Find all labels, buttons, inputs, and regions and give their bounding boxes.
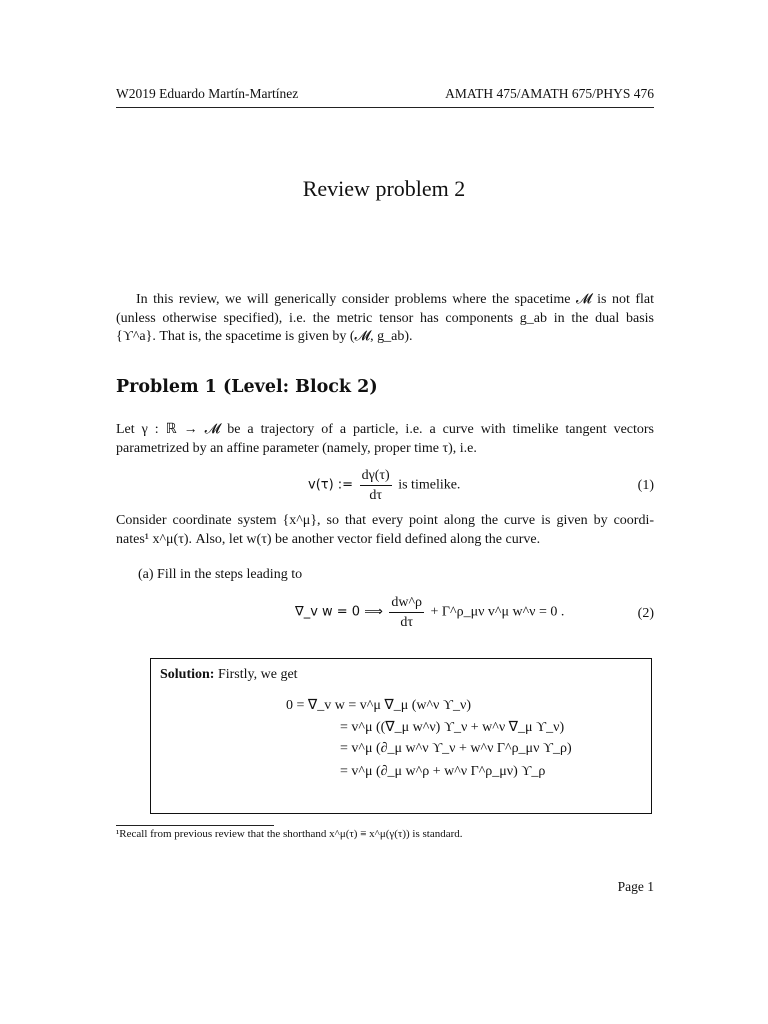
p2-line-2: nates¹ x^μ(τ). Also, let w(τ) be another vector field defined along the curve. bbox=[116, 531, 541, 547]
eq2-denominator: dτ bbox=[400, 615, 414, 630]
equation-2 bbox=[295, 595, 564, 630]
derivation-line-4: = v^μ (∂_μ w^ρ + w^ν Γ^ρ_μν) ϒ_ρ bbox=[340, 764, 546, 779]
eq1-lhs: v(τ) := bbox=[308, 477, 354, 493]
p1-line-1: Let γ : ℝ → 𝓜 be a trajectory of a particle, i.e. a curve with timelike tangent vectors bbox=[116, 422, 654, 437]
eq1-rhs: is timelike. bbox=[398, 477, 461, 493]
eq2-lhs: ∇_v w = 0 ⟹ bbox=[295, 604, 383, 620]
p1-line-2: parametrized by an affine parameter (namely, proper time τ), i.e. bbox=[116, 440, 477, 456]
part-a-text: (a) Fill in the steps leading to bbox=[138, 567, 303, 582]
eq1-fraction bbox=[360, 468, 392, 503]
equation-1 bbox=[308, 468, 460, 503]
solution-label: Solution: bbox=[160, 667, 215, 682]
derivation-line-1: 0 = ∇_v w = v^μ ∇_μ (w^ν ϒ_ν) bbox=[286, 698, 471, 713]
intro-paragraph bbox=[116, 291, 654, 347]
intro-line-1: In this review, we will generically consider problems where the spacetime 𝓜 is not flat bbox=[136, 292, 654, 307]
derivation-line-3: = v^μ (∂_μ w^ν ϒ_ν + w^ν Γ^ρ_μν ϒ_ρ) bbox=[340, 741, 572, 756]
eq1-number: (1) bbox=[637, 478, 654, 493]
eq2-numerator: dw^ρ bbox=[389, 595, 424, 613]
problem-paragraph-2 bbox=[116, 512, 654, 549]
header-right: AMATH 475/AMATH 675/PHYS 476 bbox=[445, 86, 654, 101]
eq1-denominator: dτ bbox=[369, 488, 382, 503]
footnote-rule bbox=[116, 825, 274, 826]
solution-intro-text: Firstly, we get bbox=[217, 667, 298, 682]
header-rule bbox=[116, 107, 654, 108]
header-left: W2019 Eduardo Martín-Martínez bbox=[116, 86, 299, 101]
eq2-number: (2) bbox=[637, 606, 654, 621]
p2-line-1: Consider coordinate system {x^μ}, so that every point along the curve is given by coordi- bbox=[116, 513, 654, 528]
eq2-fraction bbox=[389, 595, 424, 630]
intro-line-2: (unless otherwise specified), i.e. the metric tensor has components g_ab in the dual basis bbox=[116, 310, 654, 326]
problem-heading: Problem 1 (Level: Block 2) bbox=[116, 377, 378, 397]
eq1-numerator: dγ(τ) bbox=[360, 468, 392, 486]
solution-intro bbox=[160, 667, 298, 683]
derivation-line-2: = v^μ ((∇_μ w^ν) ϒ_ν + w^ν ∇_μ ϒ_ν) bbox=[340, 720, 565, 735]
problem-paragraph-1 bbox=[116, 421, 654, 458]
page-number: Page 1 bbox=[617, 879, 654, 894]
footnote: ¹Recall from previous review that the shorthand x^μ(τ) ≡ x^μ(γ(τ)) is standard. bbox=[116, 828, 463, 840]
page-title: Review problem 2 bbox=[302, 176, 466, 201]
eq2-rhs: + Γ^ρ_μν v^μ w^ν = 0 . bbox=[430, 604, 565, 620]
intro-line-3: {ϒ^a}. That is, the spacetime is given by (𝓜, g_ab). bbox=[116, 329, 413, 344]
